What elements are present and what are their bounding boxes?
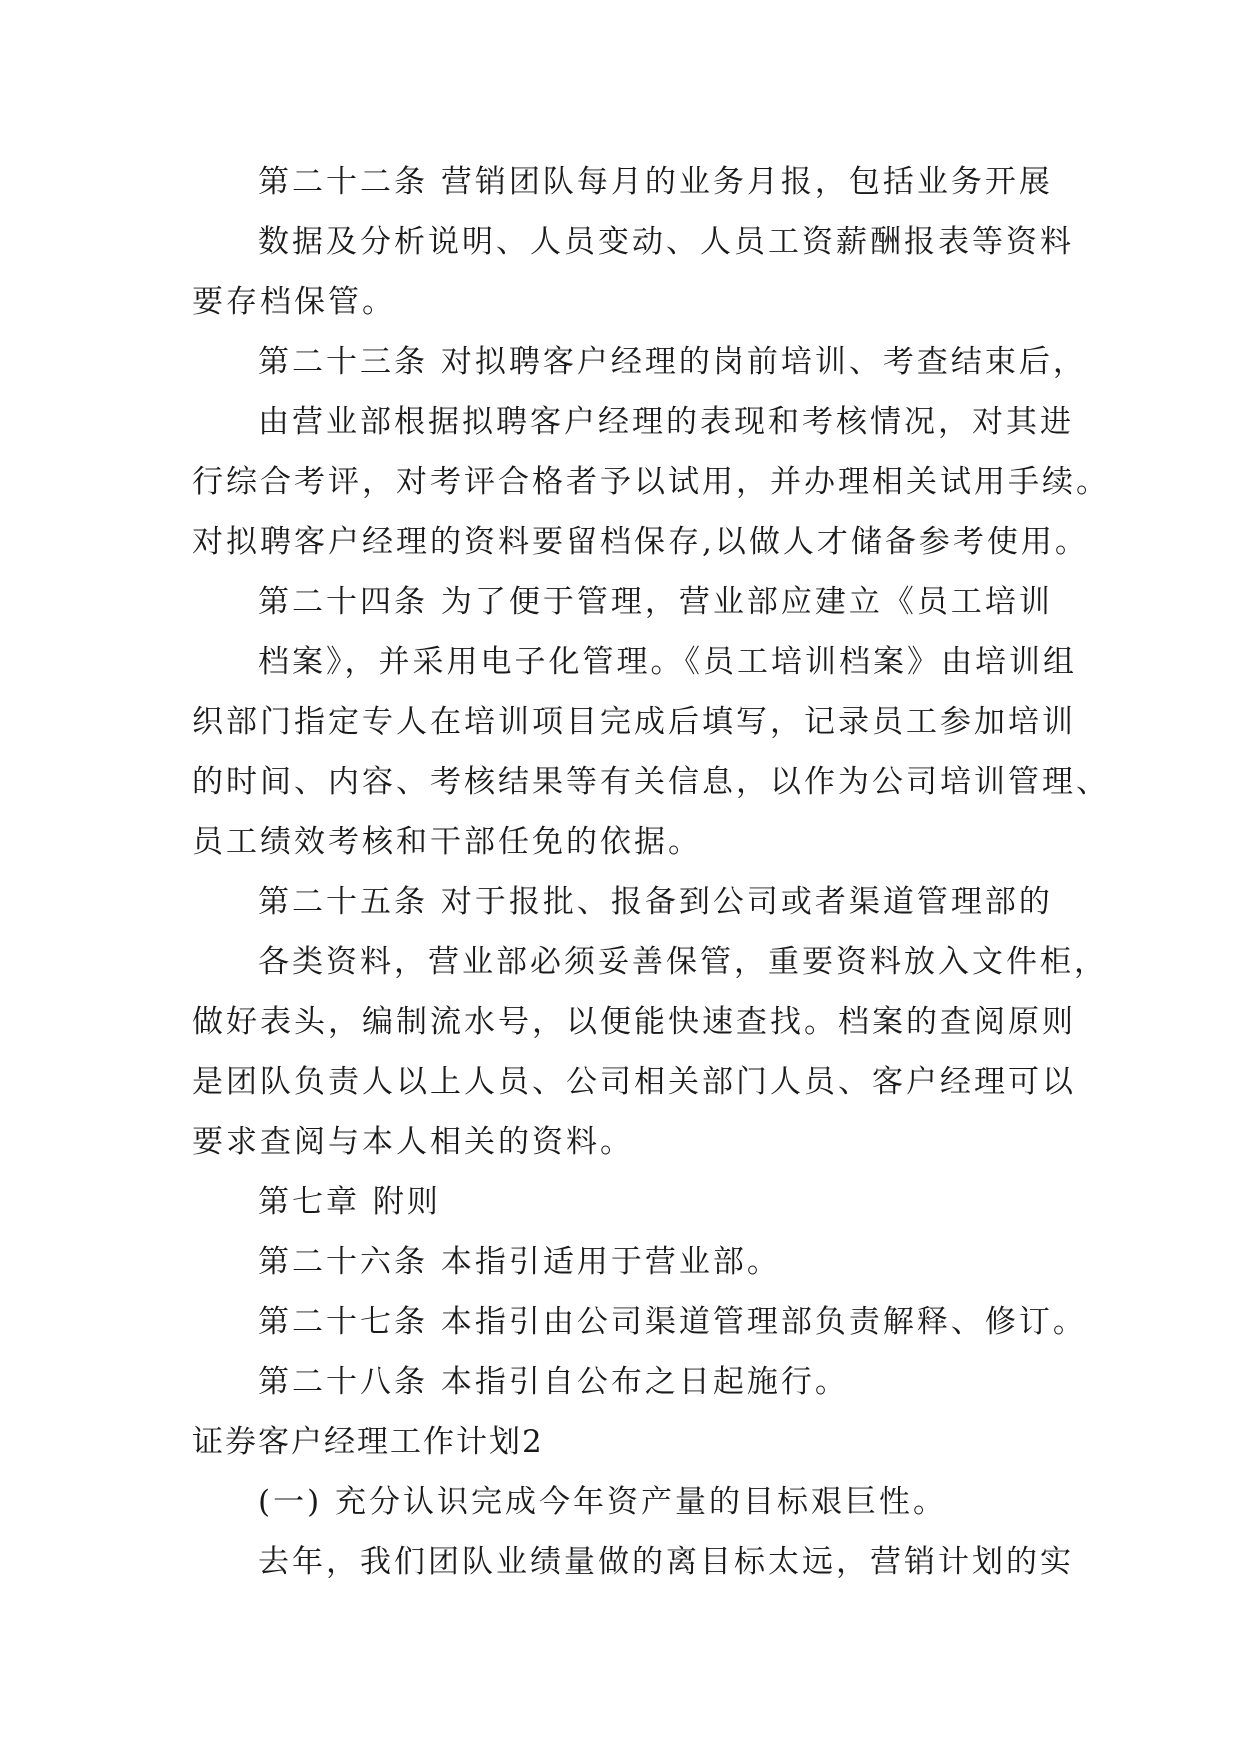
paragraph-line-article-22: 第二十二条 营销团队每月的业务月报，包括业务开展 (258, 164, 1053, 200)
paragraph-line: 各类资料，营业部必须妥善保管，重要资料放入文件柜， (258, 944, 1108, 980)
paragraph-line: 员工绩效考核和干部任免的依据。 (192, 824, 702, 860)
paragraph-line-article-24: 第二十四条 为了便于管理，营业部应建立《员工培训 (258, 584, 1053, 620)
paragraph-line: 由营业部根据拟聘客户经理的表现和考核情况，对其进 (258, 404, 1074, 440)
paragraph-line: 去年，我们团队业绩量做的离目标太远，营销计划的实 (258, 1544, 1074, 1580)
paragraph-line-article-26: 第二十六条 本指引适用于营业部。 (258, 1244, 781, 1280)
paragraph-line: 要求查阅与本人相关的资料。 (192, 1124, 634, 1160)
paragraph-line: 要存档保管。 (192, 284, 396, 320)
paragraph-line-article-28: 第二十八条 本指引自公布之日起施行。 (258, 1364, 849, 1400)
subsection-heading: (一) 充分认识完成今年资产量的目标艰巨性。 (258, 1484, 948, 1520)
paragraph-line: 行综合考评，对考评合格者予以试用，并办理相关试用手续。 (192, 464, 1110, 500)
section-title: 证券客户经理工作计划2 (192, 1424, 544, 1460)
paragraph-line: 的时间、内容、考核结果等有关信息，以作为公司培训管理、 (192, 764, 1110, 800)
paragraph-line: 做好表头，编制流水号，以便能快速查找。档案的查阅原则 (192, 1004, 1076, 1040)
chapter-heading: 第七章 附则 (258, 1184, 441, 1220)
paragraph-line-article-27: 第二十七条 本指引由公司渠道管理部负责解释、修订。 (258, 1304, 1087, 1340)
paragraph-line: 是团队负责人以上人员、公司相关部门人员、客户经理可以 (192, 1064, 1076, 1100)
paragraph-line-article-23: 第二十三条 对拟聘客户经理的岗前培训、考查结束后， (258, 344, 1087, 380)
paragraph-line: 织部门指定专人在培训项目完成后填写，记录员工参加培训 (192, 704, 1076, 740)
paragraph-line: 档案》，并采用电子化管理。《员工培训档案》由培训组 (258, 644, 1077, 680)
paragraph-line: 对拟聘客户经理的资料要留档保存,以做人才储备参考使用。 (192, 524, 1089, 560)
paragraph-line-article-25: 第二十五条 对于报批、报备到公司或者渠道管理部的 (258, 884, 1053, 920)
paragraph-line: 数据及分析说明、人员变动、人员工资薪酬报表等资料 (258, 224, 1074, 260)
